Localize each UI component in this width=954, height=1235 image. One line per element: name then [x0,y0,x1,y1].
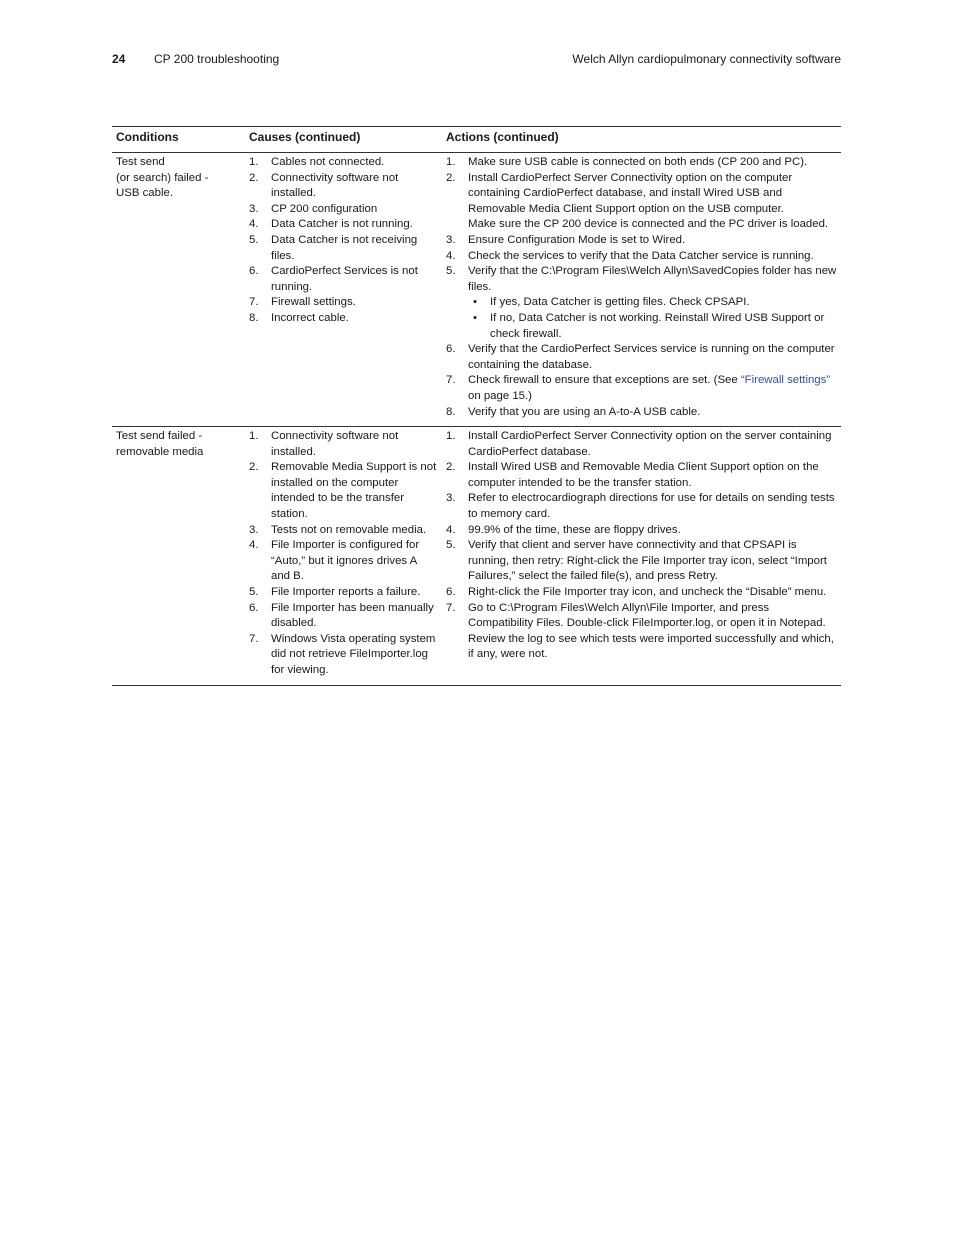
troubleshooting-table [112,126,841,686]
table-row [112,427,841,686]
item-number: 4. [249,218,259,231]
action-text-continued: on page 15.) [468,389,532,402]
cause-item [249,171,438,202]
item-number: 5. [446,265,456,278]
cause-text: Windows Vista operating system did not retrieve FileImporter.log for viewing. [271,632,436,676]
cause-item [249,632,438,679]
action-item [446,405,837,421]
cause-text: Removable Media Support is not installed on the computer intended to be the transfer station. [271,461,437,521]
cause-item [249,311,438,327]
cause-item [249,460,438,522]
condition-line: Test send failed - [116,430,203,443]
action-text: Install CardioPerfect Server Connectivity option on the computer containing CardioPerfect database, and install Wired USB and Removable Media Client Support option on the USB computer. [468,171,793,215]
item-number: 2. [249,171,259,184]
causes-list [249,155,438,327]
item-number: 7. [249,296,259,309]
bullet-item [468,295,837,311]
bullet-icon: • [473,296,477,309]
cause-text: CP 200 configuration [271,202,378,215]
item-number: 3. [446,492,456,505]
cause-text: Tests not on removable media. [271,523,427,536]
item-number: 6. [249,601,259,614]
actions-cell [442,153,841,427]
action-item [446,491,837,522]
item-number: 6. [249,265,259,278]
bullet-text: If yes, Data Catcher is getting files. Check CPSAPI. [490,296,750,309]
item-number: 2. [249,461,259,474]
page-header [112,52,841,70]
item-number: 3. [249,202,259,215]
action-item [446,460,837,491]
action-text: Verify that the CardioPerfect Services service is running on the computer containing the database. [468,343,835,371]
item-number: 1. [446,430,456,443]
actions-list [446,429,837,663]
bullet-icon: • [473,311,477,324]
cause-item [249,233,438,264]
column-header-conditions: Conditions [112,127,245,153]
item-number: 6. [446,343,456,356]
action-text: Refer to electrocardiograph directions for use for details on sending tests to memory card. [468,492,835,521]
cause-item [249,155,438,171]
cause-text: Firewall settings. [271,296,356,309]
action-item [446,264,837,342]
cause-text: File Importer is configured for “Auto,” but it ignores drives A and B. [271,539,420,583]
action-text: Check firewall to ensure that exceptions are set. (See [468,374,741,387]
item-number: 8. [249,311,259,324]
cause-text: File Importer has been manually disabled. [271,601,434,630]
cause-item [249,295,438,311]
action-text: Ensure Configuration Mode is set to Wired. [468,233,686,246]
action-text: Right-click the File Importer tray icon, and uncheck the “Disable” menu. [468,586,827,599]
action-item [446,523,837,539]
action-item [446,538,837,585]
cause-text: CardioPerfect Services is not running. [271,265,418,293]
actions-cell [442,427,841,686]
bullet-text: If no, Data Catcher is not working. Reinstall Wired USB Support or check firewall. [490,311,825,340]
action-item [446,429,837,460]
action-text: Go to C:\Program Files\Welch Allyn\File Importer, and press Compatibility Files. Double-click FileImporter.log, or open it in Notepad. Review the log to see which tests were imported successfully and which, if any, were not. [468,601,834,661]
causes-list [249,429,438,679]
page-number: 24 [112,52,126,66]
action-item [446,373,837,404]
column-header-actions: Actions (continued) [442,127,841,153]
item-number: 2. [446,171,456,184]
action-text: Make sure USB cable is connected on both ends (CP 200 and PC). [468,156,808,168]
cross-reference-link[interactable]: “Firewall settings” [740,374,831,387]
action-item [446,155,837,171]
item-number: 5. [249,233,259,246]
action-item [446,585,837,601]
item-number: 1. [249,156,259,168]
item-number: 4. [249,539,259,552]
item-number: 7. [446,374,456,387]
action-item [446,249,837,265]
cause-item [249,217,438,233]
condition-cell [112,427,245,686]
action-text: Install CardioPerfect Server Connectivity option on the server containing CardioPerfect database. [468,430,832,458]
item-number: 5. [446,539,456,552]
action-text: Install Wired USB and Removable Media Client Support option on the computer intended to be the transfer station. [468,461,819,489]
causes-cell [245,153,442,427]
cause-item [249,585,438,601]
cause-text: Connectivity software not installed. [271,430,399,458]
actions-list [446,155,837,420]
item-number: 3. [249,523,259,536]
table-header-row [112,127,841,153]
column-header-causes: Causes (continued) [245,127,442,153]
cause-item [249,429,438,460]
cause-text: Connectivity software not installed. [271,171,399,200]
section-title: CP 200 troubleshooting [154,52,280,66]
action-text: Verify that client and server have connectivity and that CPSAPI is running, then retry: Right-click the File Importer tray icon, select “Import Failures,” select the failed file(s), and press Retry. [468,539,827,583]
condition-line: USB cable. [116,187,173,200]
table-row [112,153,841,427]
condition-line: Test send [116,156,165,168]
item-number: 1. [446,156,456,168]
cause-item [249,523,438,539]
action-text: Verify that you are using an A-to-A USB cable. [468,405,701,418]
cause-text: Data Catcher is not running. [271,218,413,231]
cause-text: File Importer reports a failure. [271,586,421,599]
action-item [446,233,837,249]
condition-line: (or search) failed - [116,171,209,184]
item-number: 7. [249,632,259,645]
item-number: 7. [446,601,456,614]
causes-cell [245,427,442,686]
action-item [446,342,837,373]
cause-item [249,264,438,295]
item-number: 1. [249,430,259,443]
action-extra-line: Make sure the CP 200 device is connected and the PC driver is loaded. [468,218,829,231]
item-number: 5. [249,586,259,599]
action-text: Verify that the C:\Program Files\Welch Allyn\SavedCopies folder has new files. [468,265,837,293]
bullet-item [468,311,837,342]
cause-item [249,538,438,585]
bullet-list [468,295,837,342]
cause-item [249,601,438,632]
item-number: 6. [446,586,456,599]
item-number: 8. [446,405,456,418]
cause-item [249,202,438,218]
action-item [446,171,837,233]
cause-text: Cables not connected. [271,156,385,168]
item-number: 4. [446,523,456,536]
action-item [446,601,837,663]
product-title: Welch Allyn cardiopulmonary connectivity software [572,52,841,66]
condition-cell [112,153,245,427]
item-number: 4. [446,249,456,262]
cause-text: Data Catcher is not receiving files. [271,233,418,262]
item-number: 2. [446,461,456,474]
condition-line: removable media [116,445,204,458]
action-text: Check the services to verify that the Data Catcher service is running. [468,249,814,262]
item-number: 3. [446,233,456,246]
action-text: 99.9% of the time, these are floppy drives. [468,523,681,536]
cause-text: Incorrect cable. [271,311,349,324]
